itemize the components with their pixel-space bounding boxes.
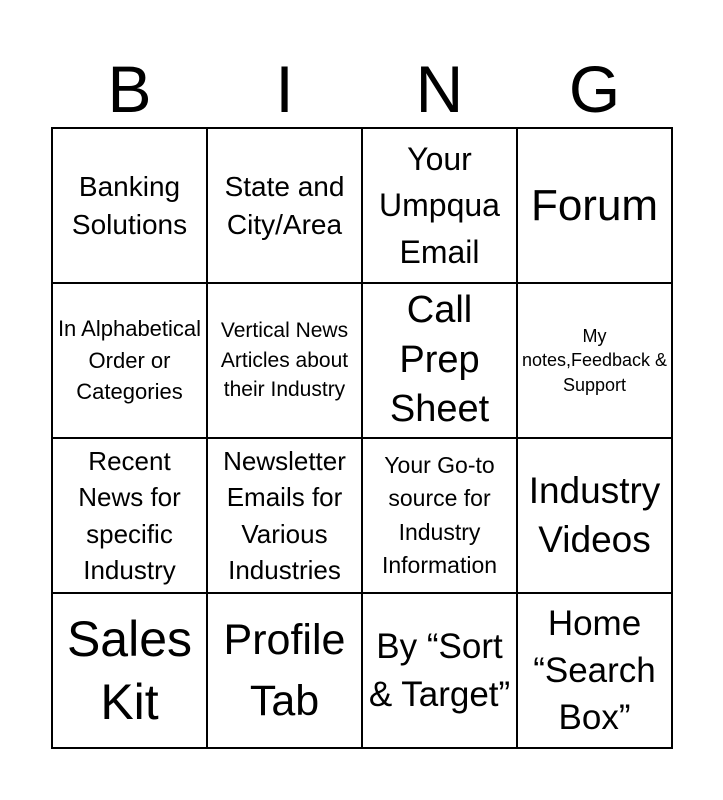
cell-text: Your Go-to source for Industry Information [381, 451, 498, 578]
bingo-cell[interactable] [363, 284, 518, 439]
cell-text: By “Sort & Target” [368, 627, 511, 714]
bingo-cell[interactable] [53, 284, 208, 439]
header-letter-b: B [107, 52, 152, 126]
cell-text: Home “Search Box” [533, 603, 656, 738]
bingo-cell[interactable] [53, 439, 208, 594]
cell-text: Recent News for specific Industry [78, 445, 181, 585]
bingo-board [51, 127, 673, 749]
cell-text: Sales Kit [66, 611, 193, 730]
cell-text: Call Prep Sheet [389, 289, 490, 431]
bingo-cell[interactable] [208, 439, 363, 594]
cell-text: In Alphabetical Order or Categories [57, 315, 202, 405]
bingo-cell[interactable] [208, 129, 363, 284]
bingo-cell[interactable] [518, 439, 673, 594]
cell-text: My notes,Feedback & Support [521, 326, 668, 395]
bingo-header [52, 50, 672, 128]
header-letter-i: I [275, 52, 294, 126]
cell-text: Industry Videos [528, 470, 661, 560]
bingo-cell[interactable] [208, 284, 363, 439]
bingo-cell[interactable] [363, 594, 518, 749]
cell-text: Newsletter Emails for Various Industries [223, 445, 346, 585]
header-letter-n: N [415, 52, 464, 126]
cell-text: Your Umpqua Email [379, 140, 500, 270]
bingo-cell[interactable] [208, 594, 363, 749]
cell-text: Banking Solutions [71, 170, 188, 240]
bingo-cell[interactable] [53, 129, 208, 284]
cell-text: State and City/Area [224, 170, 345, 240]
cell-text: Profile Tab [223, 616, 346, 725]
cell-text: Forum [530, 180, 659, 230]
cell-text: Vertical News Articles about their Industry [220, 319, 349, 402]
bingo-cell[interactable] [518, 129, 673, 284]
bingo-cell[interactable] [518, 284, 673, 439]
bingo-cell[interactable] [518, 594, 673, 749]
bingo-cell[interactable] [53, 594, 208, 749]
bingo-cell[interactable] [363, 439, 518, 594]
bingo-cell[interactable] [363, 129, 518, 284]
header-letter-g: G [568, 52, 621, 126]
